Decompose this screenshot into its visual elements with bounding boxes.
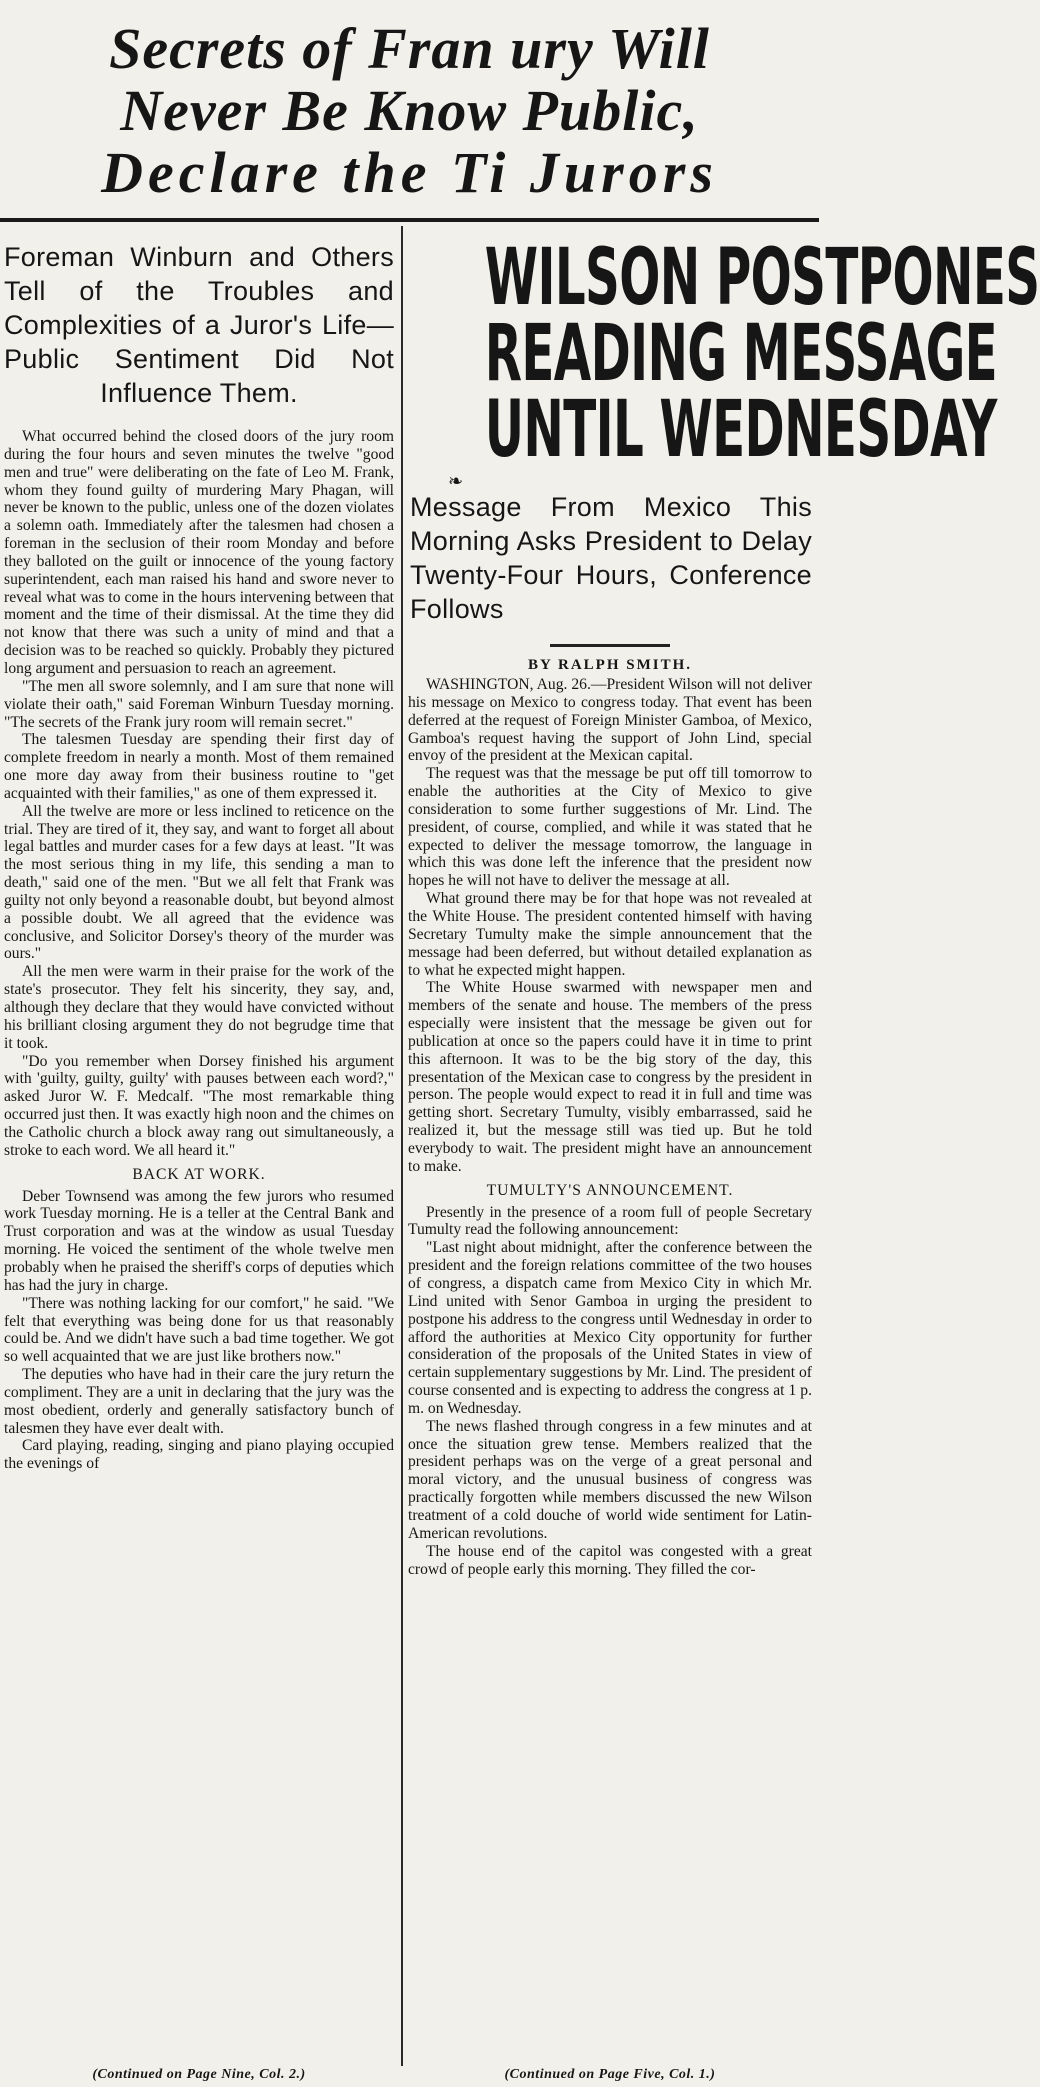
left-deck: Foreman Winburn and Others Tell of the Troubles and Complexities of a Juror's Life—Public Sentiment Did Not Influence Them. bbox=[4, 242, 394, 408]
right-headline bbox=[484, 233, 1040, 475]
right-paragraph: The White House swarmed with newspaper men and members of the senate and house. The members of the press especially were insistent that the message be given out for publication at once so the papers could have it in time to print this afternoon. It was to be the big story of the day, this presentation of the Mexican case to congress by the president in person. The people would expect to read it in full and time was getting short. Secretary Tumulty, visibly embarrassed, said he realized it, but the message still was tied up. But he told everybody to wait. The president might have an announcement to make. bbox=[408, 979, 812, 1175]
headline-line-2: Never Be Know Public, bbox=[120, 78, 699, 143]
headline-rule bbox=[0, 218, 819, 222]
headline-line-1: Secrets of Fran ury Will bbox=[109, 16, 710, 81]
column-divider bbox=[401, 226, 403, 2066]
left-paragraph: All the twelve are more or less inclined to reticence on the trial. They are tired of it, they say, and want to forget all about legal battles and murder cases for a few days at least. "It was the most serious thing in my life, this sending a man to death," said one of the men. "But we all felt that Frank was guilty not only beyond a reasonable doubt, but beyond almost a possible doubt. We all agreed that the evidence was conclusive, and Solicitor Dorsey's theory of the murder was ours." bbox=[4, 802, 394, 963]
fleuron-ornament: ❧ bbox=[448, 471, 464, 491]
right-subhead: TUMULTY'S ANNOUNCEMENT. bbox=[486, 1181, 734, 1199]
left-article bbox=[4, 240, 394, 1473]
right-paragraph: What ground there may be for that hope was not revealed at the White House. The president contented himself with having Secretary Tumulty make the simple announcement that the message had been deferred, but without detailed explanation as to what he expected might happen. bbox=[408, 890, 812, 979]
right-article bbox=[408, 233, 1040, 1578]
main-headline bbox=[0, 0, 819, 218]
byline-rule bbox=[550, 644, 670, 647]
left-paragraph: "There was nothing lacking for our comfort," he said. "We felt that everything was being done for us that reasonably could be. And we didn't have such a bad time together. We got so well acquainted that we are just like brothers now." bbox=[4, 1294, 394, 1366]
right-deck: Message From Mexico This Morning Asks President to Delay Twenty-Four Hours, Conference Follows bbox=[410, 492, 812, 624]
right-paragraph: Presently in the presence of a room full of people Secretary Tumulty read the following announcement: bbox=[408, 1203, 812, 1239]
left-paragraph: What occurred behind the closed doors of the jury room during the four hours and seven minutes the twelve "good men and true" were deliberating on the fate of Leo M. Frank, whom they found guilty of murdering Mary Phagan, will never be known to the public, unless one of the dozen violates a solemn oath. Immediately after the talesmen had chosen a foreman in the seclusion of their room Monday and before they balloted on the guilt or innocence of the young factory superintendent, each man raised his hand and swore never to reveal what was to come in the hours intervening between that moment and the time of their dismissal. At the time they did not know that there was such a unity of mind and that a decision was to be reached so quickly. Probably they pictured long argument and persuasion to reach an agreement. bbox=[4, 428, 394, 677]
left-subhead: BACK AT WORK. bbox=[132, 1165, 266, 1183]
right-paragraph: The news flashed through congress in a few minutes and at once the situation grew tense. Members realized that the president perhaps was on the verge of a great personal and moral victory, and the unusual business of congress was practically forgotten while members discussed the new Wilson treatment of a cold douche of world wide sentiment for Latin-American revolutions. bbox=[408, 1417, 812, 1542]
left-paragraph: Deber Townsend was among the few jurors who resumed work Tuesday morning. He is a teller at the Central Bank and Trust corporation and was at the window as usual Tuesday morning. He voiced the sentiment of the whole twelve men probably when he praised the sheriff's corps of deputies which has had the jury in charge. bbox=[4, 1187, 394, 1294]
right-paragraph: The house end of the capitol was congested with a great crowd of people early this morning. They filled the cor- bbox=[408, 1542, 812, 1578]
right-paragraph: "Last night about midnight, after the conference between the president and the foreign relations committee of the two houses of congress, a dispatch came from Mexico City in which Mr. Lind united with Senor Gamboa in urging the president to postpone his address to the congress until Wednesday in order to afford the authorities at Mexico City opportunity for further consideration of the proposals of the United States in view of certain supplementary suggestions by Mr. Lind. The president of course consented and is expecting to address the congress at 1 p. m. on Wednesday. bbox=[408, 1239, 812, 1417]
left-paragraph: The deputies who have had in their care the jury return the compliment. They are a unit in declaring that the jury was the most obedient, orderly and generally satisfactory bunch of talesmen they have ever dealt with. bbox=[4, 1366, 394, 1437]
right-paragraph: WASHINGTON, Aug. 26.—President Wilson will not deliver his message on Mexico to congress today. That event has been deferred at the request of Foreign Minister Gamboa, of Mexico, Gamboa's request having the support of John Lind, special envoy of the president at the Mexican capital. bbox=[408, 676, 812, 765]
left-paragraph: "Do you remember when Dorsey finished his argument with 'guilty, guilty, guilty' with pauses between each word?," asked Juror W. F. Medcalf. "The most remarkable thing occurred just then. It was exactly high noon and the chimes on the Catholic church a block away rang out simultaneously, a stroke to each word. We all heard it." bbox=[4, 1052, 394, 1159]
byline: BY RALPH SMITH. bbox=[527, 657, 693, 673]
left-paragraph: All the men were warm in their praise for the work of the state's prosecutor. They felt his sincerity, they say, and, although they declare that they would have convicted without his brilliant closing argument they do not begrudge time that it took. bbox=[4, 963, 394, 1052]
headline-line-3: Declare the Ti Jurors bbox=[101, 140, 718, 205]
right-headline-line-1: WILSON POSTPONES bbox=[484, 233, 1040, 323]
left-paragraph: "The men all swore solemnly, and I am sure that none will violate their oath," said Foreman Winburn Tuesday morning. "The secrets of the Frank jury room will remain secret." bbox=[4, 677, 394, 731]
left-paragraph: Card playing, reading, singing and piano playing occupied the evenings of bbox=[4, 1437, 394, 1473]
right-headline-line-2: READING MESSAGE bbox=[484, 309, 998, 399]
right-paragraph: The request was that the message be put off till tomorrow to enable the authorities at the City of Mexico to give consideration to some further suggestions of Mr. Lind. The president, of course, complied, and while it was stated that he expected to deliver the message tomorrow, the language in which this was done left the inference that the president now hopes he will not have to deliver the message at all. bbox=[408, 765, 812, 890]
right-continued-note: (Continued on Page Five, Col. 1.) bbox=[504, 2067, 716, 2082]
right-headline-line-3: UNTIL WEDNESDAY bbox=[484, 385, 997, 475]
right-body bbox=[408, 676, 812, 1578]
left-continued-note: (Continued on Page Nine, Col. 2.) bbox=[92, 2067, 306, 2082]
left-body bbox=[4, 428, 394, 1473]
left-paragraph: The talesmen Tuesday are spending their first day of complete freedom in nearly a month. Most of them remained one more day away from their business routine to "get acquainted with their families," as one of them expressed it. bbox=[4, 731, 394, 802]
